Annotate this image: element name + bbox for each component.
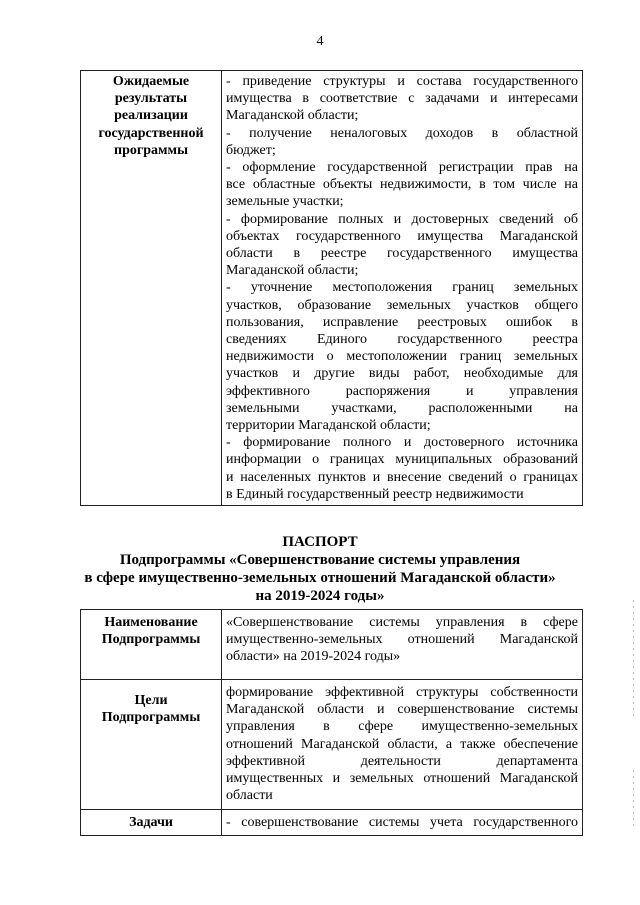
text-line: недвижимости о местоположении границ земельных [226,349,578,365]
passport-title: ПАСПОРТ [282,534,358,550]
text-line: области» на 2019-2024 годы» [226,649,401,665]
subprogram-goals-value [222,680,583,810]
text-line: - приведение структуры и состава государственного [226,74,578,89]
subprogram-name-value [222,610,583,680]
subprogram-name-label [81,610,222,680]
text-line: все областные объекты недвижимости, в том числе на [226,177,578,193]
text-line: эффективного распоряжения и управления [226,383,578,399]
text-line: имущественно-земельных отношений Магаданской [226,632,578,648]
text-line: формирование эффективной структуры собственности [226,685,578,700]
text-line: Магаданской области; [226,108,359,124]
expected-results-value [222,71,583,506]
table-row [81,610,583,680]
text-line: Задачи [129,815,173,830]
text-line: управления в сфере имущественно-земельных [226,719,578,735]
text-line: - получение неналоговых доходов в областной [226,125,578,141]
table-row [81,71,583,506]
text-line: Магаданской области и совершенствование системы [226,702,578,718]
passport-subtitle-line-1: Подпрограммы «Совершенствование системы управления [119,552,521,568]
text-line: объектах государственного имущества Магаданской [226,228,578,244]
text-line: государственной [98,125,204,141]
text-line: Цели [134,693,168,708]
text-line: участков и другие виды работ, необходимые для [226,366,578,382]
text-line: - формирование полных и достоверных сведений об [226,211,578,227]
subprogram-passport-table [80,609,583,836]
text-line: земельными участками, расположенными на [226,400,578,416]
text-line: Подпрограммы [101,710,201,726]
scan-margin-marks [633,600,634,720]
subprogram-goals-label [81,680,222,810]
text-line: эффективной деятельности департамента [226,753,578,769]
scan-margin-marks [633,770,634,830]
table-row [81,810,583,836]
text-line: реализации [114,108,188,124]
passport-subtitle-line-2: в сфере имущественно-земельных отношений Магаданской области» [84,570,556,586]
text-line: области [226,788,273,804]
expected-results-label [81,71,222,506]
text-line: сведениях Единого государственного реестра [226,332,578,348]
text-line: Магаданской области; [226,263,359,279]
subprogram-tasks-value [222,810,583,836]
page-number: 4 [316,34,324,49]
text-line: программы [114,142,188,158]
text-line: «Совершенствование системы управления в сфере [226,615,578,630]
text-line: в Единый государственный реестр недвижимости [226,486,524,502]
text-line: отношений Магаданской области, а также обеспечение [226,736,578,752]
text-line: области в реестре государственного имущества [226,246,578,262]
text-line: результаты [114,91,188,107]
passport-subtitle-line-3: на 2019-2024 годы» [255,588,385,604]
text-line: бюджет; [226,142,276,158]
text-line: и населенных пунктов и внесение сведений о границах [226,469,578,485]
text-line: - уточнение местоположения границ земельных [226,280,578,296]
text-line: территории Магаданской области; [226,418,431,434]
text-line: имущественных и земельных отношений Магаданской [226,771,578,787]
text-line: имущества в соответствие с задачами и интересами [226,91,578,107]
text-line: - совершенствование системы учета государственного [226,815,578,830]
expected-results-table [80,70,583,506]
text-line: пользования, исправление реестровых ошибок в [226,314,578,330]
text-line: Наименование [104,615,198,630]
text-line: информации о границах муниципальных образований [226,452,578,468]
text-line: Подпрограммы [101,632,201,648]
text-line: - формирование полного и достоверного источника [226,435,578,451]
subprogram-tasks-label [81,810,222,836]
text-line: участков, образование земельных участков общего [226,297,578,313]
table-row [81,680,583,810]
text-line: - оформление государственной регистрации прав на [226,160,578,176]
text-line: земельные участки; [226,194,344,210]
text-line: Ожидаемые [112,74,190,89]
